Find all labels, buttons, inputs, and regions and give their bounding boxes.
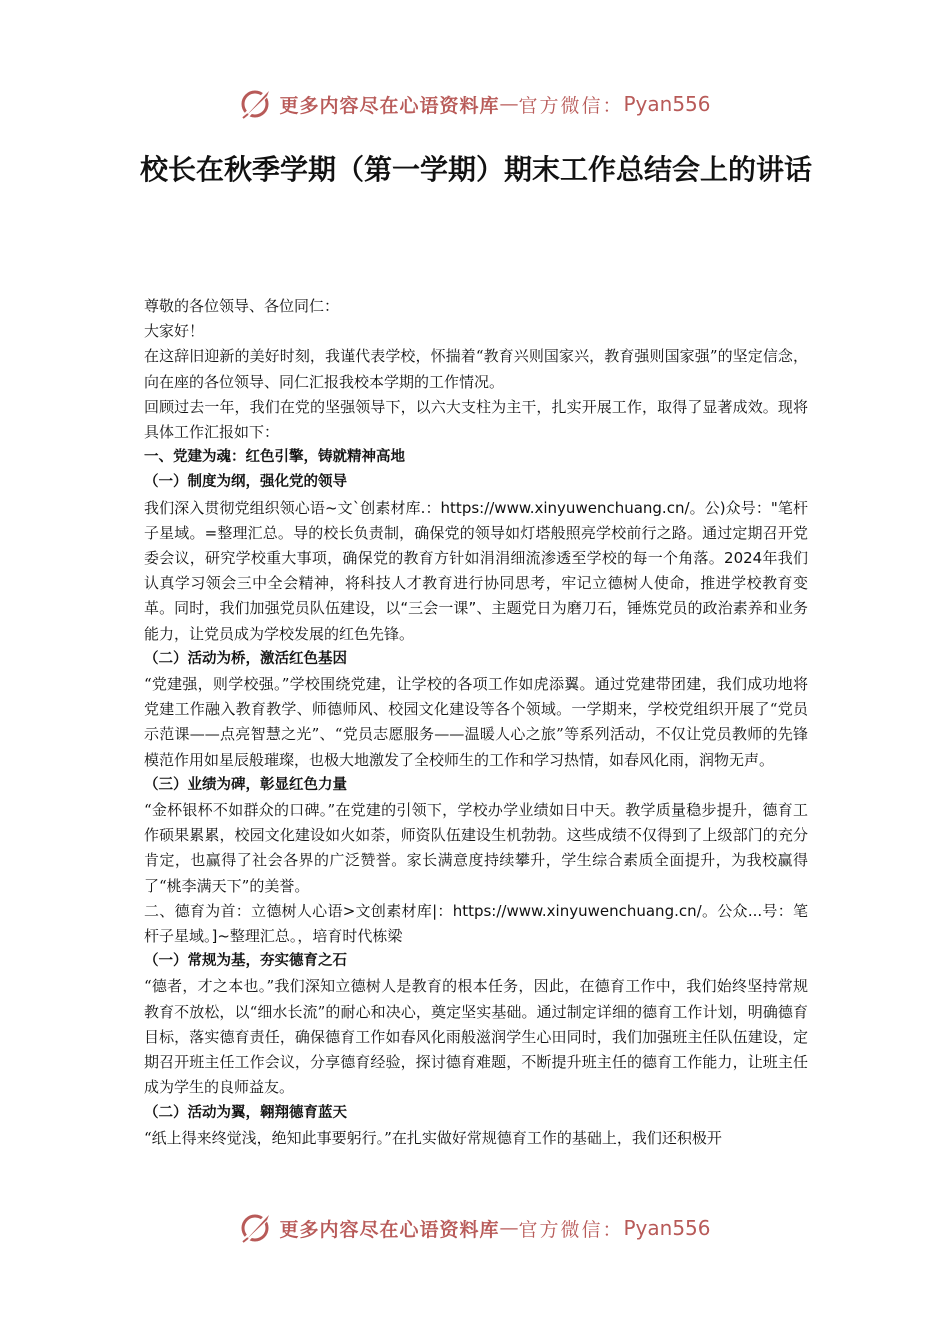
- body-paragraph: “纸上得来终觉浅，绝知此事要躬行。”在扎实做好常规德育工作的基础上，我们还积极开: [144, 1128, 722, 1147]
- document-title: 校长在秋季学期（第一学期）期末工作总结会上的讲话: [140, 153, 813, 186]
- body-paragraph: 回顾过去一年，我们在党的坚强领导下，以六大支柱为主干，扎实开展工作，取得了显著成效。现将具体工作汇报如下：: [144, 397, 808, 442]
- body-paragraph: “金杯银杯不如群众的口碑。”在党建的引领下，学校办学业绩如日中天。教学质量稳步提升，德育工作硕果累累，校园文化建设如火如荼，师资队伍建设生机勃勃。这些成绩不仅得到了上级部门的充分肯定，也赢得了社会各界的广泛赞誉。家长满意度持续攀升，学生综合素质全面提升，为我校赢得了“桃李满天下”的美誉。: [144, 801, 808, 895]
- banner-wechat-id: Pyan556: [623, 92, 711, 116]
- document-body: [144, 294, 808, 1151]
- footer-banner: [0, 1208, 950, 1248]
- body-paragraph: 大家好！: [144, 322, 205, 341]
- section-heading: （一）制度为纲，强化党的领导: [144, 474, 347, 491]
- banner-dash: —: [499, 1217, 519, 1239]
- body-paragraph: 我们深入贯彻党组织领心语~文`创素材库.：https://www.xinyuwenchuang.cn/。公)众号："笔杆子星域。=整理汇总。导的校长负责制，确保党的领导如灯塔般照亮学校前行之路。通过定期召开党委会议，研究学校重大事项，确保党的教育方针如涓涓细流渗透至学校的每一个角落。2024年我们认真学习领会三中全会精神，将科技人才教育进行协同思考，牢记立德树人使命，推进学校教育变革。同时，我们加强党员队伍建设，以“三会一课”、主题党日为磨刀石，锤炼党员的政治素养和业务能力，让党员成为学校发展的红色先锋。: [144, 498, 808, 643]
- section-heading: （二）活动为桥，激活红色基因: [144, 650, 347, 667]
- body-paragraph: 在这辞旧迎新的美好时刻，我谨代表学校，怀揣着“教育兴则国家兴，教育强则国家强”的坚定信念，向在座的各位领导、同仁汇报我校本学期的工作情况。: [144, 347, 808, 391]
- body-paragraph: 尊敬的各位领导、各位同仁：: [144, 297, 340, 315]
- header-banner: [0, 84, 950, 124]
- body-paragraph: “德者，才之本也。”我们深知立德树人是教育的根本任务，因此，在德育工作中，我们始终坚持常规教育不放松，以“细水长流”的耐心和决心，奠定坚实基础。通过制定详细的德育工作计划，明确德育目标，落实德育责任，确保德育工作如春风化雨般滋润学生心田同时，我们加强班主任队伍建设，定期召开班主任工作会议，分享德育经验，探讨德育难题，不断提升班主任的德育工作能力，让班主任成为学生的良师益友。: [144, 977, 808, 1097]
- banner-main-text: 更多内容尽在心语资料库: [279, 94, 500, 117]
- banner-wechat-id: Pyan556: [623, 1216, 711, 1240]
- section-heading: 一、党建为魂：红色引擎，铸就精神高地: [144, 449, 405, 466]
- body-paragraph: “党建强，则学校强。”学校围绕党建，让学校的各项工作如虎添翼。通过党建带团建，我们成功地将党建工作融入教育教学、师德师风、校园文化建设等各个领域。一学期来，学校党组织开展了“党员示范课——点亮智慧之光”、“党员志愿服务——温暖人心之旅”等系列活动，不仅让党员教师的先锋模范作用如星辰般璀璨，也极大地激发了全校师生的工作和学习热情，如春风化雨，润物无声。: [144, 675, 808, 769]
- pen-logo-icon: [239, 1211, 273, 1245]
- pen-logo-icon: [239, 87, 273, 121]
- section-heading: （三）业绩为碑，彰显红色力量: [144, 776, 347, 793]
- banner-wechat-label: 官方微信：: [518, 94, 624, 117]
- section-heading: （二）活动为翼，翱翔德育蓝天: [144, 1104, 347, 1121]
- banner-dash: —: [499, 93, 519, 115]
- section-heading: （一）常规为基，夯实德育之石: [144, 953, 347, 970]
- body-paragraph: 二、德育为首：立德树人心语>文创素材库|：https://www.xinyuwenchuang.cn/。公众...号：笔杆子星域。]~整理汇总。，培育时代栋梁: [144, 901, 808, 946]
- banner-main-text: 更多内容尽在心语资料库: [279, 1218, 500, 1241]
- banner-wechat-label: 官方微信：: [518, 1218, 624, 1241]
